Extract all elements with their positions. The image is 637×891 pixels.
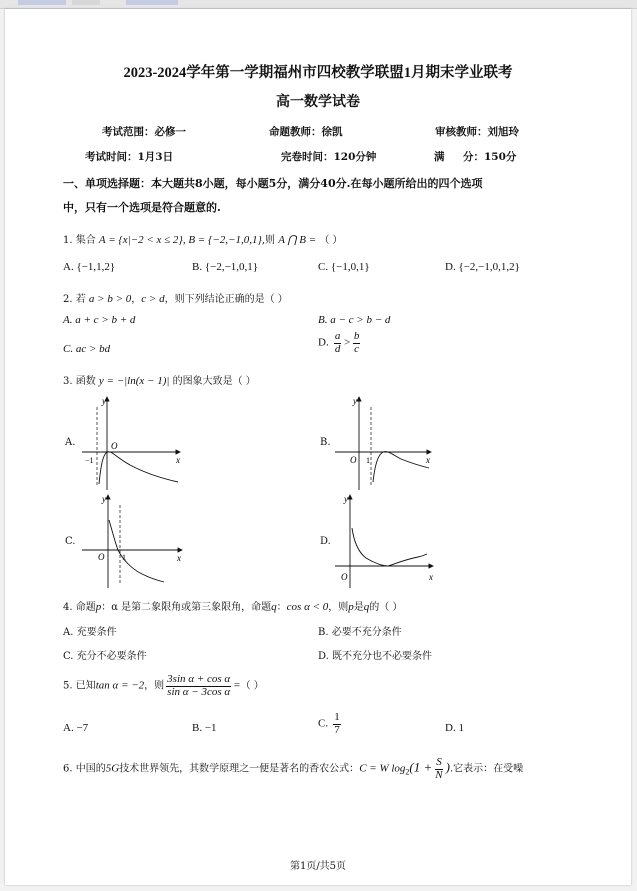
section-heading-cont: 中，只有一个选项是符合题意的.	[63, 201, 221, 214]
q2-option-d	[318, 331, 362, 355]
q4-option-a: A. 充要条件	[63, 627, 117, 638]
question-3	[63, 372, 256, 387]
toolbar-tab[interactable]	[126, 0, 178, 5]
q1-option-c: C. {−1,0,1}	[318, 261, 370, 273]
q4-text-d: ，则	[328, 602, 349, 613]
q6-formula-a: C = W log	[359, 762, 406, 775]
q5-optC-den: 7	[334, 723, 340, 736]
q6-suffix: .它表示：在受噪	[449, 763, 524, 775]
viewer-toolbar	[0, 0, 637, 9]
q6-formula-c: )	[445, 759, 450, 775]
q6-frac	[434, 757, 443, 781]
question-1	[63, 231, 343, 246]
exam-duration: 完卷时间：120分钟	[281, 151, 377, 163]
exam-score: 分：150分	[463, 151, 517, 163]
q5-optC-label: C.	[318, 717, 329, 730]
axis-x-label: x	[429, 572, 433, 582]
q6-prefix: 6. 中国的	[63, 763, 106, 775]
document-page	[5, 9, 631, 885]
q3-label-a: A.	[65, 437, 76, 448]
q3-label-c: C.	[65, 536, 76, 547]
q5-option-d: D. 1	[445, 722, 464, 734]
q3-prefix: 3. 函数	[63, 376, 96, 387]
q2-option-a: A. a + c > b + d	[63, 314, 136, 326]
q4-text-a: 4. 命题	[63, 602, 96, 613]
q4-p: p	[95, 601, 102, 613]
origin-label: O	[98, 552, 105, 562]
origin-label: O	[350, 455, 357, 465]
q2-option-b: B. a − c > b − d	[318, 314, 391, 326]
q5-suffix: （ ）	[240, 680, 264, 692]
q4-option-c: C. 充分不必要条件	[63, 651, 147, 662]
q3-label-b: B.	[320, 437, 331, 448]
q1-option-b: B. {−2,−1,0,1}	[192, 261, 259, 273]
q4-option-d: D. 既不充分也不必要条件	[318, 651, 433, 662]
tick-label: −1	[85, 456, 94, 465]
q2-gt: >	[343, 336, 351, 349]
q6-mid: 技术世界领先，其数学原理之一便是著名的香农公式：	[119, 763, 360, 775]
q6-frac-den: N	[435, 768, 443, 781]
exam-title: 2023-2024学年第一学期福州市四校教学联盟1月期末学业联考	[123, 65, 513, 81]
q2-sep: ，	[131, 294, 142, 305]
q2-option-c: C. ac > bd	[63, 343, 111, 355]
q3-graph-a	[80, 392, 190, 492]
toolbar-tab[interactable]	[72, 0, 100, 5]
q5-option-b: B. −1	[192, 722, 217, 734]
question-2	[63, 290, 288, 305]
tick-label: 1	[122, 553, 126, 562]
q1-suffix: （ ）	[319, 235, 343, 246]
q4-q: q	[271, 601, 277, 613]
q5-optC-frac	[333, 712, 341, 736]
q2-frac-num: a	[334, 330, 341, 342]
axis-x-label: x	[426, 455, 430, 465]
q4-cond: cos α < 0	[286, 601, 329, 613]
axis-y-label: y	[353, 396, 357, 406]
q5-optC-num: 1	[334, 711, 340, 723]
q1-prefix: 1. 集合	[63, 235, 96, 246]
q6-formula-b: (1 +	[409, 759, 433, 775]
q2-frac-num: b	[353, 330, 360, 342]
q2-frac-den: c	[354, 342, 360, 355]
q4-text-e: 是	[353, 602, 364, 613]
axis-x-label: x	[177, 553, 181, 563]
exam-date: 考试时间：1月3日	[85, 151, 174, 163]
toolbar-tab[interactable]	[18, 0, 66, 5]
question-5	[63, 674, 264, 698]
q1-option-a: A. {−1,1,2}	[63, 261, 116, 273]
q2-cond1: a > b > 0	[88, 293, 132, 305]
q2-frac-ad	[334, 331, 342, 355]
exam-subtitle: 高一数学试卷	[276, 94, 360, 110]
q5-frac	[166, 674, 231, 698]
q4-text-c: ：	[276, 602, 287, 613]
page-number: 第1页/共5页	[289, 861, 347, 872]
question-6	[63, 757, 523, 781]
q5-frac-den: sin α − 3cos α	[167, 685, 231, 698]
origin-label: O	[341, 572, 348, 582]
question-4	[63, 598, 402, 613]
q3-graph-b	[333, 392, 438, 492]
q6-frac-num: S	[436, 756, 442, 768]
q2-suffix: ，则下列结论正确的是（ ）	[164, 294, 288, 305]
origin-label: O	[111, 441, 118, 451]
q4-text-f: 的（ ）	[369, 602, 403, 613]
exam-reviewer: 审核教师：刘旭玲	[435, 126, 519, 138]
exam-scope: 考试范围：必修一	[102, 126, 186, 138]
q2-frac-bc	[353, 331, 361, 355]
q1-option-d: D. {−2,−1,0,1,2}	[445, 261, 520, 273]
q6-5g: 5G	[105, 762, 120, 775]
q5-prefix: 5. 已知	[63, 680, 96, 692]
q3-func: y = −|ln(x − 1)|	[98, 375, 170, 387]
exam-author: 命题教师：徐凯	[269, 126, 343, 138]
q5-given: tan α = −2	[95, 679, 145, 692]
q1-sets: A = {x|−2 < x ≤ 2}, B = {−2,−1,0,1}	[98, 234, 262, 246]
axis-y-label: y	[344, 494, 348, 504]
exam-score-label: 满	[434, 151, 445, 163]
q3-graph-c	[80, 490, 190, 590]
q4-text-b: ：α 是第二象限角或第三象限角，命题	[101, 602, 272, 613]
q5-option-c	[318, 712, 343, 736]
axis-y-label: y	[102, 494, 106, 504]
q2-optD-label: D.	[318, 336, 329, 349]
q5-eq: =	[233, 679, 241, 692]
q5-option-a: A. −7	[63, 722, 89, 734]
q1-expr: A ⋂ B =	[278, 234, 317, 246]
q3-graph-d	[333, 490, 443, 590]
q1-mid: ,则	[261, 235, 276, 246]
q5-mid: ，则	[144, 680, 165, 692]
section-heading: 一、单项选择题：本大题共8小题，每小题5分，满分40分.在每小题所给出的四个选项	[63, 177, 483, 190]
q3-suffix: 的图象大致是（ ）	[172, 376, 256, 387]
q2-prefix: 2. 若	[63, 294, 86, 305]
axis-y-label: y	[102, 396, 106, 406]
q5-frac-num: 3sin α + cos α	[167, 673, 231, 685]
q2-cond2: c > d	[141, 293, 165, 305]
q4-p2: p	[348, 601, 354, 613]
q6-formula-sub: 2	[405, 767, 410, 777]
q2-frac-den: d	[334, 342, 341, 355]
q4-option-b: B. 必要不充分条件	[318, 627, 402, 638]
q4-q2: q	[363, 601, 370, 613]
axis-x-label: x	[176, 455, 180, 465]
q3-label-d: D.	[320, 536, 331, 547]
tick-label: 1	[366, 456, 370, 465]
